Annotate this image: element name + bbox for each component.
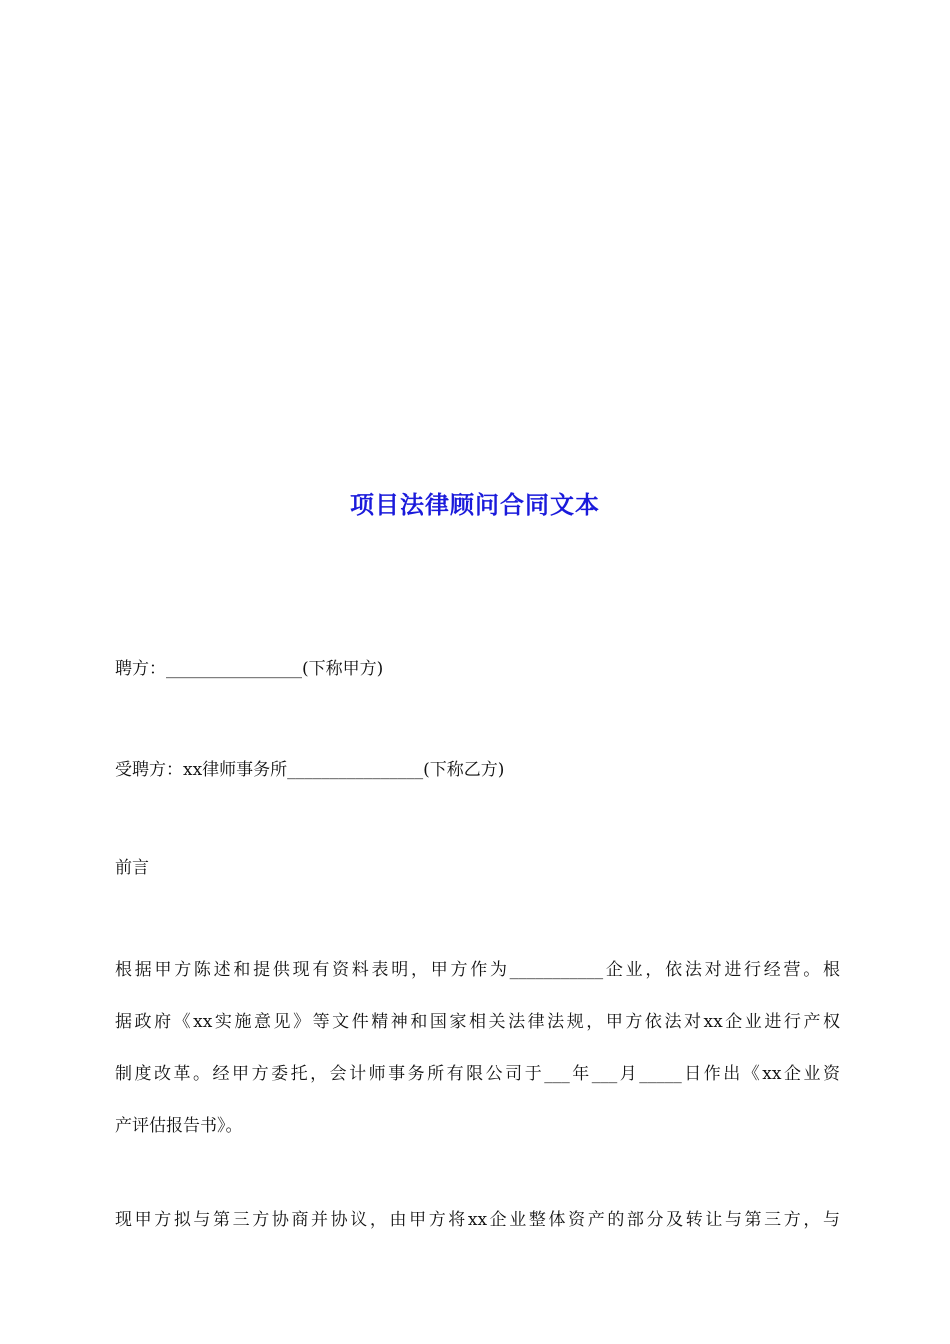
paragraph-line: 制度改革。经甲方委托，会计师事务所有限公司于___年___月_____日作出《xx企业资: [115, 1064, 840, 1084]
paragraph-line: 据政府《xx实施意见》等文件精神和国家相关法律法规，甲方依法对xx企业进行产权: [115, 1012, 840, 1032]
paragraph-line: 现甲方拟与第三方协商并协议，由甲方将xx企业整体资产的部分及转让与第三方，与: [115, 1210, 840, 1230]
second-paragraph: [115, 1209, 840, 1261]
paragraph-line: 根据甲方陈述和提供现有资料表明，甲方作为___________企业，依法对进行经营。根: [115, 960, 840, 980]
employer-line: 聘方：________________(下称甲方): [115, 659, 384, 679]
preface-heading: 前言: [115, 858, 149, 878]
preface-paragraph: [115, 959, 840, 1167]
employee-line: 受聘方：xx律师事务所________________(下称乙方): [115, 760, 505, 780]
document-title: 项目法律顾问合同文本: [350, 491, 600, 519]
paragraph-line: 产评估报告书》。: [115, 1116, 243, 1136]
